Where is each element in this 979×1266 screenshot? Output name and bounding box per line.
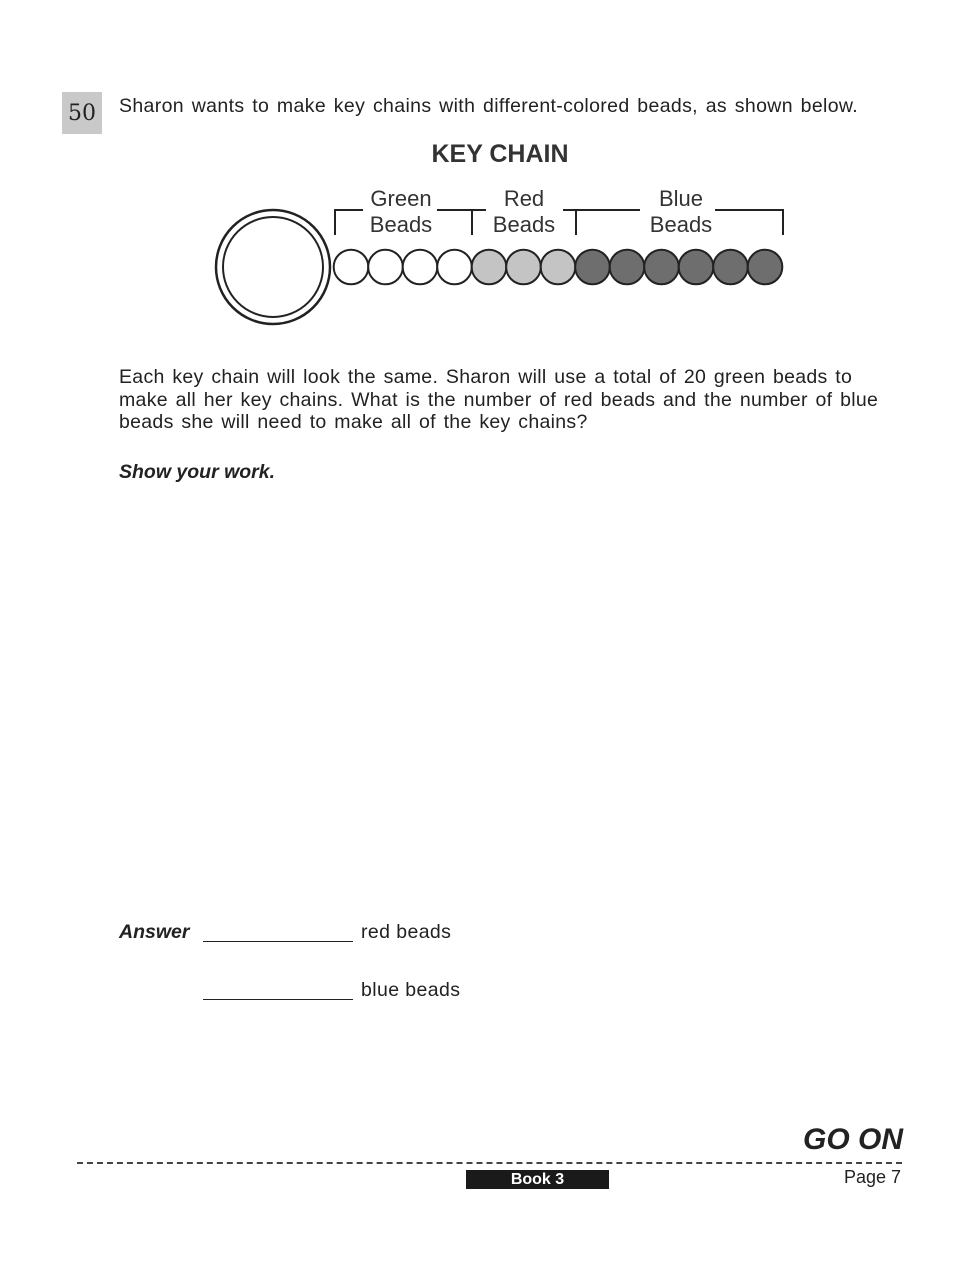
book-label: Book 3 (466, 1170, 609, 1189)
diagram-title: KEY CHAIN (431, 140, 569, 168)
green-bead (368, 250, 403, 285)
red-label-line1: Red (503, 186, 545, 211)
blue-beads-answer-blank[interactable] (203, 999, 353, 1000)
footer-divider (77, 1162, 902, 1164)
blue-bead (713, 250, 748, 285)
red-bead (472, 250, 507, 285)
green-label-line1: Green (370, 186, 432, 211)
blue-bead (679, 250, 714, 285)
key-ring (216, 210, 330, 324)
blue-label-line1: Blue (658, 186, 704, 211)
green-bead (334, 250, 369, 285)
red-label-line2: Beads (492, 212, 556, 237)
blue-bead (575, 250, 610, 285)
question-body: Each key chain will look the same. Sharon will use a total of 20 green beads to make all her key chains. What is the number of red beads and the number of blue beads she will need to make all of the key chains? (119, 366, 879, 433)
red-bead (541, 250, 576, 285)
question-prompt: Sharon wants to make key chains with different-colored beads, as shown below. (119, 95, 859, 117)
red-bracket (472, 210, 486, 235)
blue-bead (610, 250, 645, 285)
blue-bead (644, 250, 679, 285)
go-on-label: GO ON (802, 1123, 903, 1156)
red-beads-answer-blank[interactable] (203, 941, 353, 942)
red-beads-unit: red beads (361, 921, 452, 943)
key-chain-diagram (210, 185, 800, 330)
blue-bracket (576, 210, 640, 235)
answer-label: Answer (119, 921, 190, 943)
blue-bead (748, 250, 783, 285)
green-bead (403, 250, 438, 285)
green-bead (437, 250, 472, 285)
red-bead (506, 250, 541, 285)
blue-label-line2: Beads (649, 212, 713, 237)
question-number: 50 (62, 92, 102, 134)
show-work-instruction: Show your work. (119, 461, 276, 483)
bead-strand (334, 250, 783, 285)
green-label-line2: Beads (369, 212, 433, 237)
blue-beads-unit: blue beads (361, 979, 461, 1001)
page-number: Page 7 (843, 1167, 901, 1187)
green-bracket (335, 210, 363, 235)
